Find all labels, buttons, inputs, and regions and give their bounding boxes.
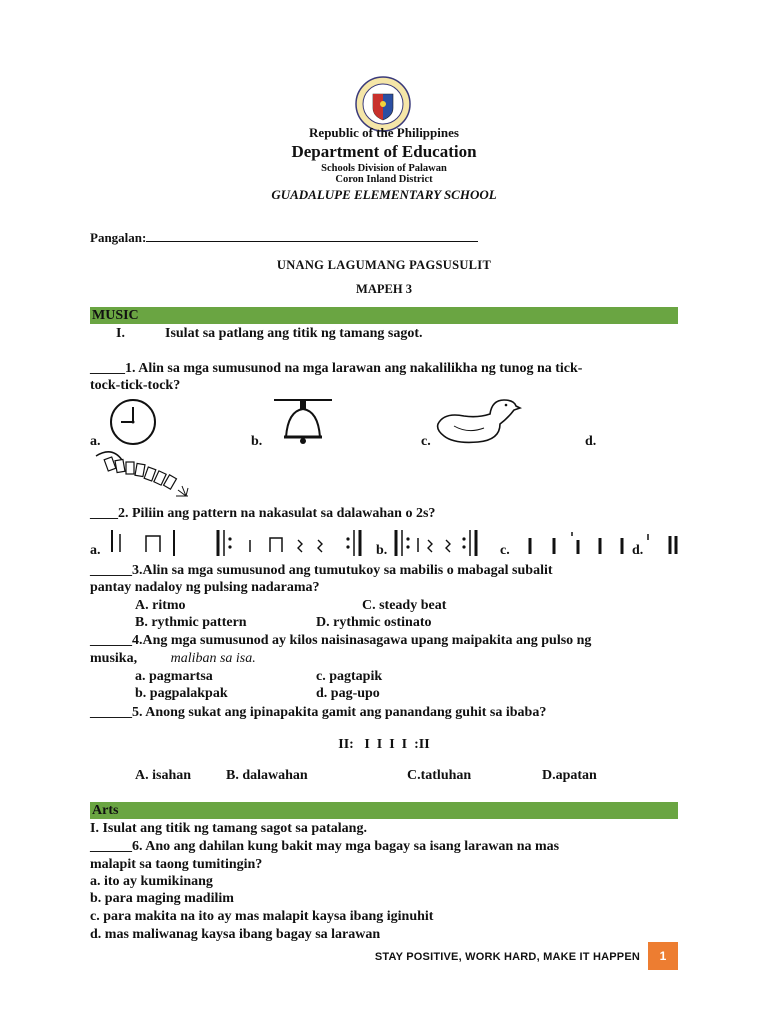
music-section-label: MUSIC xyxy=(92,308,139,323)
q4-except-phrase: maliban sa isa xyxy=(170,651,253,666)
q2-option-a: a. xyxy=(90,543,101,558)
instruction-number: I. xyxy=(116,326,125,341)
q6-option-b: b. para maging madilim xyxy=(90,891,234,906)
page-number: 1 xyxy=(648,942,678,970)
arts-section-bar xyxy=(90,802,678,819)
firecracker-icon xyxy=(92,446,202,502)
q3-option-d: D. rythmic ostinato xyxy=(316,615,432,630)
q1-option-c: c. xyxy=(421,434,431,449)
q3-line1: ______3.Alin sa mga sumusunod ang tumutukoy sa mabilis o mabagal subalit xyxy=(90,563,553,578)
arts-instruction: I. Isulat ang titik ng tamang sagot sa patalang. xyxy=(90,821,367,836)
music-section-bar xyxy=(90,307,678,324)
rhythm-pattern-a-icon xyxy=(106,526,378,558)
division-line: Schools Division of Palawan xyxy=(321,163,447,174)
footer-motto: STAY POSITIVE, WORK HARD, MAKE IT HAPPEN xyxy=(374,951,640,963)
name-field[interactable] xyxy=(90,230,478,246)
clock-icon xyxy=(108,398,158,446)
q2-option-c: c. xyxy=(500,543,510,558)
q4-option-a: a. pagmartsa xyxy=(135,669,213,684)
q6-line1: ______6. Ano ang dahilan kung bakit may mga bagay sa isang larawan na mas xyxy=(90,839,560,854)
q5-option-a: A. isahan xyxy=(135,768,192,783)
department-title: Department of Education xyxy=(291,142,477,161)
q2-text: ____2. Piliin ang pattern na nakasulat sa dalawahan o 2s? xyxy=(90,506,436,521)
music-instruction: Isulat sa patlang ang titik ng tamang sagot. xyxy=(165,326,423,341)
name-label: Pangalan: xyxy=(90,230,147,245)
q2-option-b: b. xyxy=(376,543,388,558)
deped-seal-icon xyxy=(355,76,411,132)
q1-option-a: a. xyxy=(90,434,101,449)
q3-option-a: A. ritmo xyxy=(135,598,186,613)
q5-option-d: D.apatan xyxy=(542,768,597,783)
q4-option-c: c. pagtapik xyxy=(316,669,383,684)
school-name: GUADALUPE ELEMENTARY SCHOOL xyxy=(271,187,497,202)
rhythm-pattern-c-icon xyxy=(520,528,632,556)
duck-icon xyxy=(434,394,522,448)
q3-option-b: B. rythmic pattern xyxy=(135,615,247,630)
q5-text: ______5. Anong sukat ang ipinapakita gamit ang panandang guhit sa ibaba? xyxy=(90,705,547,720)
q5-option-b: B. dalawahan xyxy=(226,768,308,783)
q4-line1: ______4.Ang mga sumusunod ay kilos naisinasagawa upang maipakita ang pulso ng xyxy=(90,633,592,648)
q2-option-d: d. xyxy=(632,543,644,558)
exam-title: UNANG LAGUMANG PAGSUSULIT xyxy=(276,258,492,272)
q6-line2: malapit sa taong tumitingin? xyxy=(90,857,263,872)
q3-line2: pantay nadaloy ng pulsing nadarama? xyxy=(90,580,320,595)
q5-option-c: C.tatluhan xyxy=(407,768,472,783)
q4-period: . xyxy=(252,651,256,666)
arts-section-label: Arts xyxy=(92,803,119,818)
q5-notation: II: I I I I :II xyxy=(338,737,430,752)
q4-line2 xyxy=(90,651,256,667)
q1-line2: tock-tick-tock? xyxy=(90,378,181,393)
q6-option-d: d. mas maliwanag kaysa ibang bagay sa larawan xyxy=(90,927,381,942)
q1-line1: _____1. Alin sa mga sumusunod na mga larawan ang nakalilikha ng tunog na tick- xyxy=(90,361,583,376)
name-blank[interactable] xyxy=(146,230,478,242)
q4-option-b: b. pagpalakpak xyxy=(135,686,228,701)
q6-option-c: c. para makita na ito ay mas malapit kaysa ibang iginuhit xyxy=(90,909,434,924)
republic-line: Republic of the Philippines xyxy=(309,125,459,140)
q3-option-c: C. steady beat xyxy=(362,598,447,613)
q4-option-d: d. pag-upo xyxy=(316,686,380,701)
rhythm-pattern-d-icon xyxy=(644,528,684,556)
bell-icon xyxy=(272,395,334,447)
rhythm-pattern-b-icon xyxy=(388,526,488,558)
q6-option-a: a. ito ay kumikinang xyxy=(90,874,213,889)
q4-line2-start: musika, xyxy=(90,651,138,666)
q1-option-b: b. xyxy=(251,434,263,449)
district-line: Coron Inland District xyxy=(335,174,433,185)
q1-option-d: d. xyxy=(585,434,597,449)
subject-title: MAPEH 3 xyxy=(356,282,412,296)
